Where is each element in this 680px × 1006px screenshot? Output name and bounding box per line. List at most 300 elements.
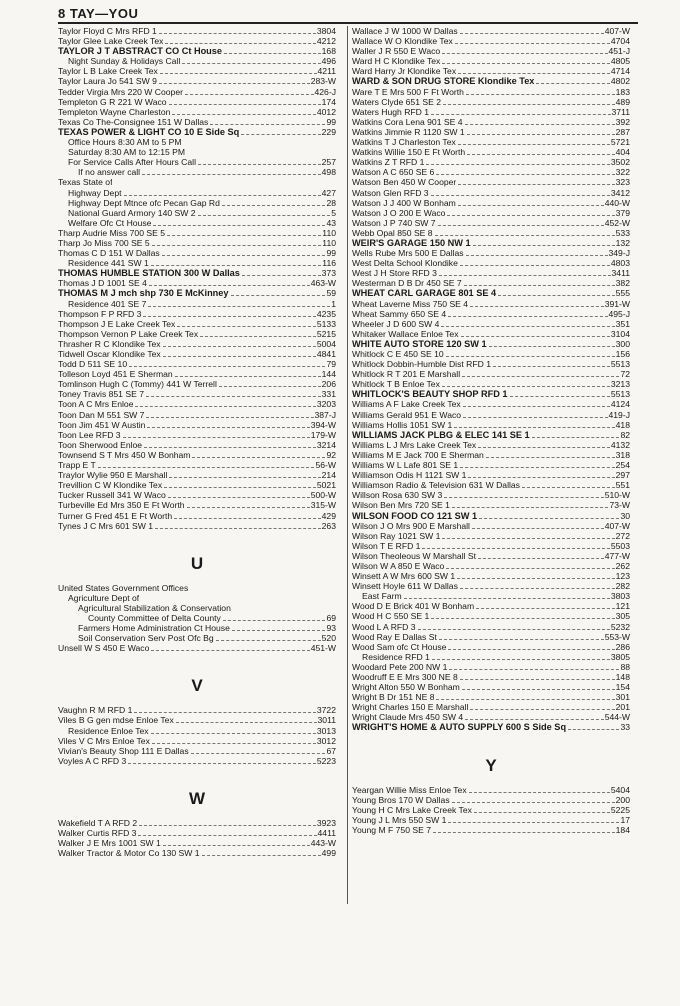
listing-name: WHITE AUTO STORE 120 SW 1	[352, 338, 487, 349]
leader-dots	[493, 366, 610, 367]
phone-number: 533	[615, 227, 630, 238]
phone-number: 272	[615, 530, 630, 541]
listing-name: Whitlock R T 201 E Marshall	[352, 369, 461, 380]
listing-name: Tynes J C Mrs 601 SW 1	[58, 520, 154, 531]
leader-dots	[461, 336, 610, 337]
phone-number: 3804	[316, 26, 336, 36]
listing-name: If no answer call	[78, 167, 141, 178]
phone-number: 287	[615, 126, 630, 137]
listing-name: National Guard Armory 140 SW 2	[68, 207, 196, 218]
phone-number: 92	[326, 449, 336, 460]
leader-dots	[486, 457, 615, 458]
listing-name: Wakefield T A RFD 2	[58, 817, 138, 828]
leader-dots	[151, 265, 322, 266]
listing-name: Toon Sherwood Enloe	[58, 439, 143, 450]
listing-entry	[352, 198, 630, 208]
leader-dots	[442, 63, 610, 64]
leader-dots	[479, 518, 619, 519]
phone-number: 3411	[611, 268, 630, 279]
listing-entry	[352, 581, 630, 591]
listing-name: Toon A C Mrs Enloe	[58, 399, 134, 410]
leader-dots	[98, 467, 315, 468]
leader-dots	[458, 73, 610, 74]
leader-dots	[468, 477, 614, 478]
listing-entry	[352, 208, 630, 218]
listing-entry	[58, 208, 336, 218]
leader-dots	[222, 205, 326, 206]
listing-name: Highway Dept Mtnce ofc Pecan Gap Rd	[68, 197, 220, 208]
listing-name: Watson Glen RFD 3	[352, 187, 429, 198]
listing-name: Night Sunday & Holidays Call	[68, 56, 181, 67]
phone-number: 201	[615, 702, 630, 713]
listing-name: WRIGHT'S HOME & AUTO SUPPLY 600 S Side Sq	[352, 722, 567, 733]
phone-number: 520	[321, 633, 336, 644]
listing-entry	[352, 389, 630, 399]
phone-number: 43	[326, 217, 336, 228]
listing-name: Wood Ray E Dallas St	[352, 631, 437, 642]
listing-entry	[352, 682, 630, 692]
leader-dots	[448, 649, 614, 650]
listing-entry	[58, 828, 336, 838]
listing-entry	[352, 440, 630, 450]
section-heading-y: Y	[485, 755, 497, 775]
listing-entry	[352, 511, 630, 521]
listing-entry	[352, 460, 630, 470]
listing-name: Trevillion C W Klondike Tex	[58, 480, 163, 491]
listing-entry	[58, 430, 336, 440]
phone-number: 93	[326, 623, 336, 634]
leader-dots	[176, 722, 317, 723]
phone-number: 33	[620, 722, 630, 733]
listing-entry	[58, 76, 336, 86]
listing-name: Wilson Ben Mrs 720 SE 1	[352, 500, 450, 511]
phone-number: 59	[326, 288, 336, 299]
listing-entry	[58, 480, 336, 490]
phone-number: 156	[615, 349, 630, 359]
listing-entry	[352, 228, 630, 238]
listing-name: Williams W L Lafe 801 SE 1	[352, 460, 459, 471]
listing-name: Ward Harry Jr Klondike Tex	[352, 66, 457, 77]
listing-name: Highway Dept	[68, 187, 122, 198]
phone-number: 5133	[316, 318, 336, 329]
listing-entry	[58, 309, 336, 319]
phone-number: 407-W	[604, 26, 630, 36]
leader-dots	[464, 285, 615, 286]
leader-dots	[232, 630, 326, 631]
listing-name: Residence 441 SW 1	[68, 258, 149, 269]
phone-number: 373	[321, 268, 336, 279]
listing-entry	[58, 46, 336, 56]
listing-entry	[58, 319, 336, 329]
listing-entry	[352, 571, 630, 581]
listing-name: Whitaker Wallace Enloe Tex	[352, 328, 459, 339]
phone-number: 5	[331, 207, 336, 218]
leader-dots	[454, 427, 614, 428]
listing-entry	[352, 167, 630, 177]
phone-number: 489	[615, 96, 630, 107]
listing-entry	[58, 188, 336, 198]
leader-dots	[143, 316, 315, 317]
leader-dots	[460, 33, 604, 34]
phone-number: 315-W	[310, 500, 336, 511]
v-listings	[58, 705, 336, 766]
phone-number: 184	[615, 824, 630, 835]
phone-number: 510-W	[604, 490, 630, 501]
listing-entry	[58, 848, 336, 858]
phone-number: 351	[615, 318, 630, 329]
listing-name: Wilson J O Mrs 900 E Marshall	[352, 520, 470, 531]
leader-dots	[160, 73, 317, 74]
listing-entry	[352, 632, 630, 642]
listing-entry	[352, 611, 630, 621]
listing-entry	[352, 541, 630, 551]
listing-name: Tidwell Oscar Klondike Tex	[58, 349, 161, 359]
leader-dots	[146, 417, 313, 418]
listing-entry	[58, 278, 336, 288]
listing-entry	[58, 329, 336, 339]
leader-dots	[489, 346, 615, 347]
listing-entry	[58, 157, 336, 167]
w-listings-continued	[352, 26, 630, 733]
listing-name: Walker Curtis RFD 3	[58, 828, 137, 838]
leader-dots	[422, 548, 609, 549]
listing-name: Waters Clyde 651 SE 2	[352, 96, 442, 107]
listing-name: Tucker Russell 341 W Waco	[58, 490, 166, 501]
listing-name: Wright Charles 150 E Marshall	[352, 702, 469, 713]
leader-dots	[460, 265, 610, 266]
listing-entry	[58, 756, 336, 766]
listing-name: Wright B Dr 151 NE 8	[352, 692, 435, 703]
listing-entry	[352, 450, 630, 460]
listing-name: Watkins Cora Lena 901 SE 4	[352, 116, 463, 127]
listing-name: Tomlinson Hugh C (Tommy) 441 W Terrell	[58, 379, 217, 390]
listing-entry	[352, 76, 630, 86]
listing-entry	[58, 248, 336, 258]
listing-name: Viles B G gen mdse Enloe Tex	[58, 715, 174, 726]
phone-number: 391-W	[604, 298, 630, 309]
phone-number: 3012	[316, 735, 336, 746]
leader-dots	[462, 376, 619, 377]
listing-entry	[352, 652, 630, 662]
leader-dots	[441, 326, 614, 327]
phone-number: 116	[322, 258, 336, 269]
leader-dots	[242, 275, 321, 276]
listing-entry	[352, 66, 630, 76]
listing-name: Vaughn R M RFD 1	[58, 705, 133, 716]
listing-entry	[58, 147, 336, 157]
listing-entry	[58, 521, 336, 531]
listing-name: Williams Gerald 951 E Waco	[352, 409, 462, 420]
listing-name: Tolleson Loyd 451 E Sherman	[58, 369, 173, 380]
leader-dots	[187, 507, 310, 508]
listing-entry	[352, 349, 630, 359]
listing-entry	[58, 705, 336, 715]
leader-dots	[442, 386, 610, 387]
leader-dots	[458, 184, 614, 185]
leader-dots	[123, 437, 310, 438]
leader-dots	[153, 225, 325, 226]
listing-entry	[352, 521, 630, 531]
listing-name: Tharp Audrie Miss 700 SE 5	[58, 227, 165, 238]
leader-dots	[163, 346, 316, 347]
leader-dots	[478, 558, 604, 559]
listing-entry	[58, 127, 336, 137]
leader-dots	[147, 427, 309, 428]
listing-name: Vivian's Beauty Shop 111 E Dallas	[58, 745, 189, 756]
listing-name: Watkins Willie 150 E Ft Worth	[352, 147, 466, 158]
leader-dots	[191, 753, 326, 754]
listing-name: For Service Calls After Hours Call	[68, 157, 196, 168]
listing-name: TAYLOR J T ABSTRACT CO Ct House	[58, 46, 223, 57]
listing-entry	[352, 561, 630, 571]
listing-name: Wright Claude Mrs 450 SW 4	[352, 712, 464, 723]
listing-entry	[58, 359, 336, 369]
leader-dots	[134, 712, 316, 713]
leader-dots	[148, 306, 330, 307]
listing-name: County Committee of Delta County	[88, 612, 221, 623]
listing-entry	[352, 329, 630, 339]
listing-name: Wallace J W 1000 W Dallas	[352, 26, 458, 36]
leader-dots	[463, 406, 610, 407]
listing-entry	[58, 470, 336, 480]
listing-name: Voyles A C RFD 3	[58, 755, 127, 766]
listing-entry	[352, 379, 630, 389]
leader-dots	[435, 235, 615, 236]
listing-entry	[58, 736, 336, 746]
listing-entry	[58, 218, 336, 228]
leader-dots	[444, 497, 603, 498]
phone-number: 500-W	[310, 490, 336, 501]
leader-dots	[439, 639, 604, 640]
phone-number: 382	[615, 278, 630, 289]
phone-number: 429	[321, 510, 336, 521]
listing-name: Agricultural Stabilization & Conservation	[78, 602, 231, 613]
listing-entry	[352, 692, 630, 702]
leader-dots	[431, 114, 610, 115]
listing-name: Waters Hugh RFD 1	[352, 106, 430, 117]
phone-number: 394-W	[310, 419, 336, 430]
leader-dots	[476, 608, 615, 609]
leader-dots	[152, 245, 322, 246]
leader-dots	[466, 94, 615, 95]
phone-number: 4132	[610, 439, 630, 450]
leader-dots	[177, 326, 316, 327]
phone-number: 443-W	[310, 838, 336, 849]
leader-dots	[164, 487, 316, 488]
listing-entry	[352, 531, 630, 541]
listing-entry	[58, 389, 336, 399]
phone-number: 5021	[316, 480, 336, 491]
listing-name: Young M F 750 SE 7	[352, 824, 431, 835]
phone-number: 3213	[610, 379, 630, 390]
listing-name: Wilson Ray 1021 SW 1	[352, 530, 441, 541]
listing-name: Willson Rosa 630 SW 3	[352, 490, 443, 501]
phone-number: 4714	[610, 66, 630, 77]
leader-dots	[498, 295, 615, 296]
phone-number: 3412	[610, 187, 630, 198]
leader-dots	[431, 618, 614, 619]
listing-entry	[352, 299, 630, 309]
listing-name: Soil Conservation Serv Post Ofc Bg	[78, 633, 214, 644]
phone-number: 322	[615, 167, 630, 178]
phone-number: 5232	[610, 621, 630, 632]
leader-dots	[404, 598, 610, 599]
listing-entry	[352, 137, 630, 147]
leader-dots	[418, 629, 610, 630]
leader-dots	[224, 53, 321, 54]
listing-name: Templeton G R 221 W Waco	[58, 96, 167, 107]
listing-entry	[352, 551, 630, 561]
left-column	[58, 26, 336, 858]
listing-name: Young H C Mrs Lake Creek Tex	[352, 804, 472, 815]
listing-entry	[352, 258, 630, 268]
listing-entry	[58, 603, 336, 613]
phone-number: 544-W	[604, 712, 630, 723]
phone-number: 229	[321, 126, 336, 137]
leader-dots	[568, 729, 619, 730]
leader-dots	[463, 417, 607, 418]
leader-dots	[165, 43, 315, 44]
phone-number: 4803	[610, 258, 630, 269]
listing-entry	[58, 288, 336, 298]
leader-dots	[219, 386, 321, 387]
listing-name: WARD & SON DRUG STORE Klondike Tex	[352, 76, 535, 87]
phone-number: 88	[620, 661, 630, 672]
listing-name: Traylor Wylie 950 E Marshall	[58, 470, 168, 481]
listing-name: Woodard Pete 200 NW 1	[352, 661, 448, 672]
phone-number: 387-J	[314, 409, 336, 420]
listing-entry	[352, 87, 630, 97]
listing-name: Whitlock T B Enloe Tex	[352, 379, 440, 390]
listing-entry	[58, 838, 336, 848]
listing-entry	[58, 818, 336, 828]
phone-number: 553-W	[604, 631, 630, 642]
listing-entry	[58, 107, 336, 117]
phone-number: 283-W	[310, 76, 336, 87]
listing-name: Wilson Theoleous W Marshall St	[352, 550, 477, 561]
listing-entry	[58, 511, 336, 521]
listing-name: Westerman D B Dr 450 SE 7	[352, 278, 462, 289]
listing-entry	[58, 87, 336, 97]
phone-number: 262	[615, 560, 630, 571]
listing-name: Toon Lee RFD 3	[58, 429, 121, 440]
listing-entry	[58, 36, 336, 46]
phone-number: 73-W	[609, 500, 630, 511]
t-listings	[58, 26, 336, 531]
listing-entry	[352, 278, 630, 288]
listing-entry	[58, 410, 336, 420]
listing-name: Welfare Ofc Ct House	[68, 217, 152, 228]
leader-dots	[449, 669, 619, 670]
leader-dots	[169, 477, 320, 478]
listing-entry	[58, 66, 336, 76]
listing-entry	[58, 379, 336, 389]
leader-dots	[223, 620, 326, 621]
leader-dots	[460, 467, 614, 468]
listing-name: Watson Ben 450 W Cooper	[352, 177, 457, 188]
listing-entry	[58, 450, 336, 460]
listing-entry	[352, 97, 630, 107]
y-listings	[352, 785, 630, 835]
phone-number: 200	[615, 794, 630, 805]
listing-name: Wallace W O Klondike Tex	[352, 36, 453, 47]
leader-dots	[470, 306, 604, 307]
leader-dots	[129, 366, 325, 367]
listing-entry	[58, 349, 336, 359]
listing-name: Watkins Z T RFD 1	[352, 157, 425, 168]
listing-name: Tedder Virgia Mrs 220 W Cooper	[58, 86, 183, 97]
listing-entry	[352, 218, 630, 228]
leader-dots	[216, 640, 321, 641]
leader-dots	[466, 255, 608, 256]
listing-name: WILLIAMS JACK PLBG & ELEC 141 SE 1	[352, 429, 530, 440]
phone-number: 451-W	[310, 643, 336, 654]
listing-name: Yeargan Willie Miss Enloe Tex	[352, 784, 467, 795]
listing-name: Winsett Hoyle 611 W Dallas	[352, 581, 458, 592]
phone-number: 419-J	[608, 409, 630, 420]
phone-number: 301	[615, 692, 630, 703]
listing-name: Viles V C Mrs Enloe Tex	[58, 735, 150, 746]
leader-dots	[467, 134, 615, 135]
listing-entry	[58, 137, 336, 147]
leader-dots	[138, 835, 316, 836]
leader-dots	[447, 215, 614, 216]
listing-name: Farmers Home Administration Ct House	[78, 623, 230, 634]
w-listings	[58, 818, 336, 858]
phone-number: 5215	[316, 328, 336, 339]
listing-entry	[352, 805, 630, 815]
phone-number: 56-W	[315, 460, 336, 471]
phone-number: 17	[620, 814, 630, 825]
phone-number: 451-J	[608, 46, 630, 57]
listing-entry	[352, 672, 630, 682]
leader-dots	[202, 855, 321, 856]
listing-name: Williamson Radio & Television 631 W Dallas	[352, 480, 520, 491]
listing-name: Thompson Vernon P Lake Creek Tex	[58, 328, 199, 339]
listing-entry	[58, 117, 336, 127]
leader-dots	[198, 215, 331, 216]
listing-entry	[352, 601, 630, 611]
listing-name: Toon Jim 451 W Austin	[58, 419, 146, 430]
listing-name: Thomas C D 151 W Dallas	[58, 248, 160, 259]
phone-number: 4124	[610, 399, 630, 410]
phone-number: 498	[321, 167, 336, 178]
leader-dots	[169, 104, 321, 105]
listing-entry	[352, 268, 630, 278]
phone-number: 148	[615, 672, 630, 682]
listing-name: Wheat Laverne Miss 750 SE 4	[352, 298, 469, 309]
column-divider	[347, 26, 348, 904]
listing-name: Williams L J Mrs Lake Creek Tex	[352, 439, 477, 450]
leader-dots	[458, 144, 610, 145]
leader-dots	[151, 733, 316, 734]
listing-entry	[352, 157, 630, 167]
phone-number: 5503	[610, 540, 630, 551]
phone-number: 30	[620, 510, 630, 521]
leader-dots	[159, 83, 310, 84]
phone-number: 5004	[316, 338, 336, 349]
listing-entry	[352, 480, 630, 490]
listing-entry	[58, 339, 336, 349]
leader-dots	[210, 124, 325, 125]
listing-entry	[58, 633, 336, 643]
phone-number: 179-W	[310, 429, 336, 440]
listing-entry	[352, 591, 630, 601]
leader-dots	[174, 518, 321, 519]
phone-number: 3502	[610, 157, 630, 168]
listing-entry	[58, 623, 336, 633]
leader-dots	[432, 659, 610, 660]
